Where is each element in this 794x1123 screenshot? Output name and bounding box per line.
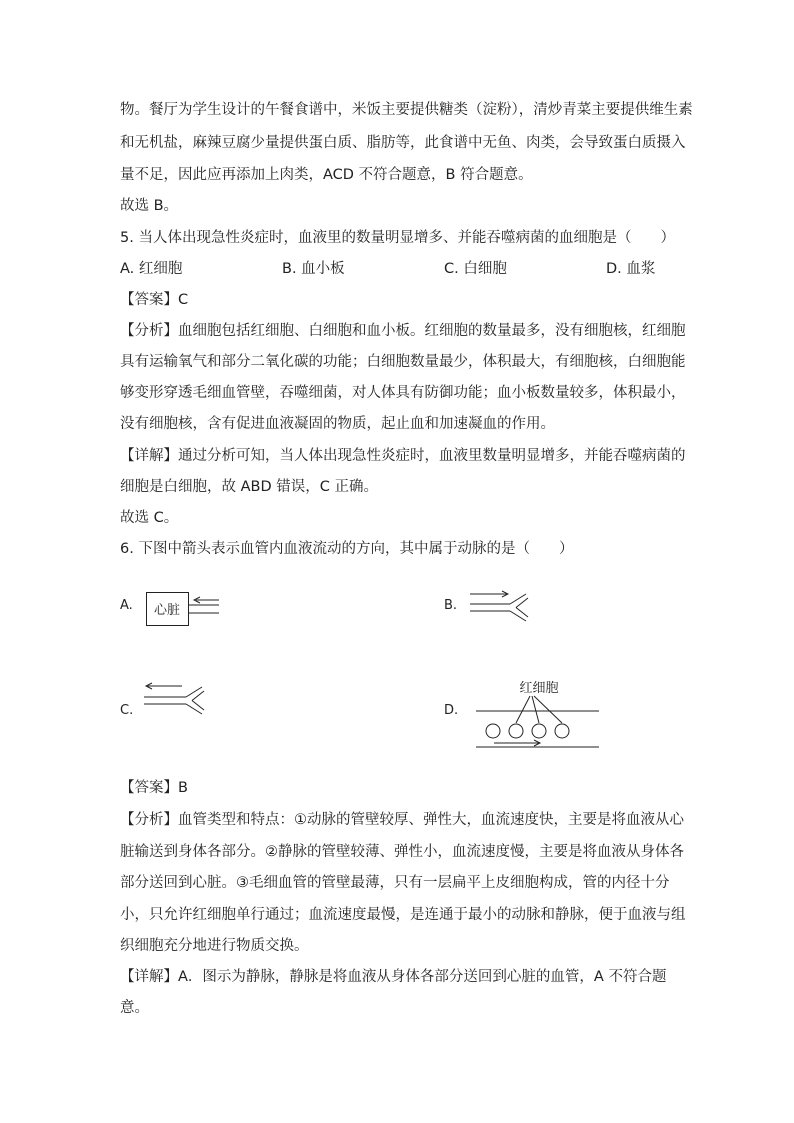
question-6-stem: 6. 下图中箭头表示血管内血液流动的方向，其中属于动脉的是（ ）	[120, 541, 574, 557]
text-line: 【详解】通过分析可知，当人体出现急性炎症时，血液里数量明显增多，并能吞噬病菌的	[120, 448, 686, 464]
text-line: 部分送回到心脏。③毛细血管的管壁最薄，只有一层扁平上皮细胞构成，管的内径十分	[120, 875, 670, 891]
text-line: 量不足，因此应再添加上肉类，ACD 不符合题意，B 符合题意。	[120, 167, 533, 183]
q6-answer: 【答案】B	[120, 780, 188, 796]
text-line: 没有细胞核，含有促进血液凝固的物质，起止血和加速凝血的作用。	[120, 416, 555, 432]
figure-d-label: D.	[444, 703, 459, 718]
rbc-label: 红细胞	[519, 681, 559, 696]
figure-a-label: A.	[120, 598, 133, 613]
text-line: 小，只允许红细胞单行通过；血流速度最慢，是连通于最小的动脉和静脉，便于血液与组	[120, 907, 686, 923]
q5-option-c: C. 白细胞	[444, 261, 507, 277]
text-line: 【分析】血细胞包括红细胞、白细胞和血小板。红细胞的数量最多，没有细胞核，红细胞	[120, 323, 686, 339]
figure-c-label: C.	[120, 703, 134, 718]
text-line: 细胞是白细胞，故 ABD 错误，C 正确。	[120, 479, 378, 495]
red-blood-cell	[532, 724, 546, 738]
figure-b-label: B.	[444, 598, 458, 613]
text-line: 具有运输氧气和部分二氧化碳的功能；白细胞数量最少，体积最大，有细胞核，白细胞能	[120, 354, 686, 370]
q5-option-d: D. 血浆	[606, 261, 656, 277]
text-line: 意。	[120, 1000, 149, 1016]
text-line: 【分析】血管类型和特点：①动脉的管壁较厚、弹性大，血流速度快，主要是将血液从心	[120, 812, 684, 828]
q5-option-b: B. 血小板	[282, 261, 345, 277]
text-line: 和无机盐，麻辣豆腐少量提供蛋白质、脂肪等，此食谱中无鱼、肉类，会导致蛋白质摄入	[120, 135, 686, 151]
text-line: 够变形穿透毛细血管壁，吞噬细菌，对人体具有防御功能；血小板数量较多，体积最小，	[120, 385, 686, 401]
q5-option-a: A. 红细胞	[120, 261, 183, 277]
question-5-stem: 5. 当人体出现急性炎症时，血液里的数量明显增多、并能吞噬病菌的血细胞是（ ）	[120, 230, 675, 246]
text-line: 故选 C。	[120, 510, 179, 526]
text-line: 故选 B。	[120, 198, 179, 214]
text-line: 【详解】A．图示为静脉，静脉是将血液从身体各部分送回到心脏的血管，A 不符合题	[120, 969, 667, 985]
figure-c-branching-vessel	[144, 680, 224, 720]
text-line: 物。餐厅为学生设计的午餐食谱中，米饭主要提供糖类（淀粉），清炒青菜主要提供维生素	[120, 102, 693, 118]
figure-a-heart-vessel	[146, 592, 226, 630]
text-line: 脏输送到身体各部分。②静脉的管壁较薄、弹性小，血流速度慢，主要是将血液从身体各	[120, 844, 684, 860]
red-blood-cell	[486, 724, 500, 738]
heart-label: 心脏	[153, 603, 181, 618]
q5-answer: 【答案】C	[120, 292, 189, 308]
figure-b-branching-vessel	[470, 588, 550, 628]
red-blood-cell	[555, 724, 569, 738]
figure-d-capillary	[476, 676, 606, 754]
red-blood-cell	[509, 724, 523, 738]
text-line: 织细胞充分地进行物质交换。	[120, 938, 309, 954]
